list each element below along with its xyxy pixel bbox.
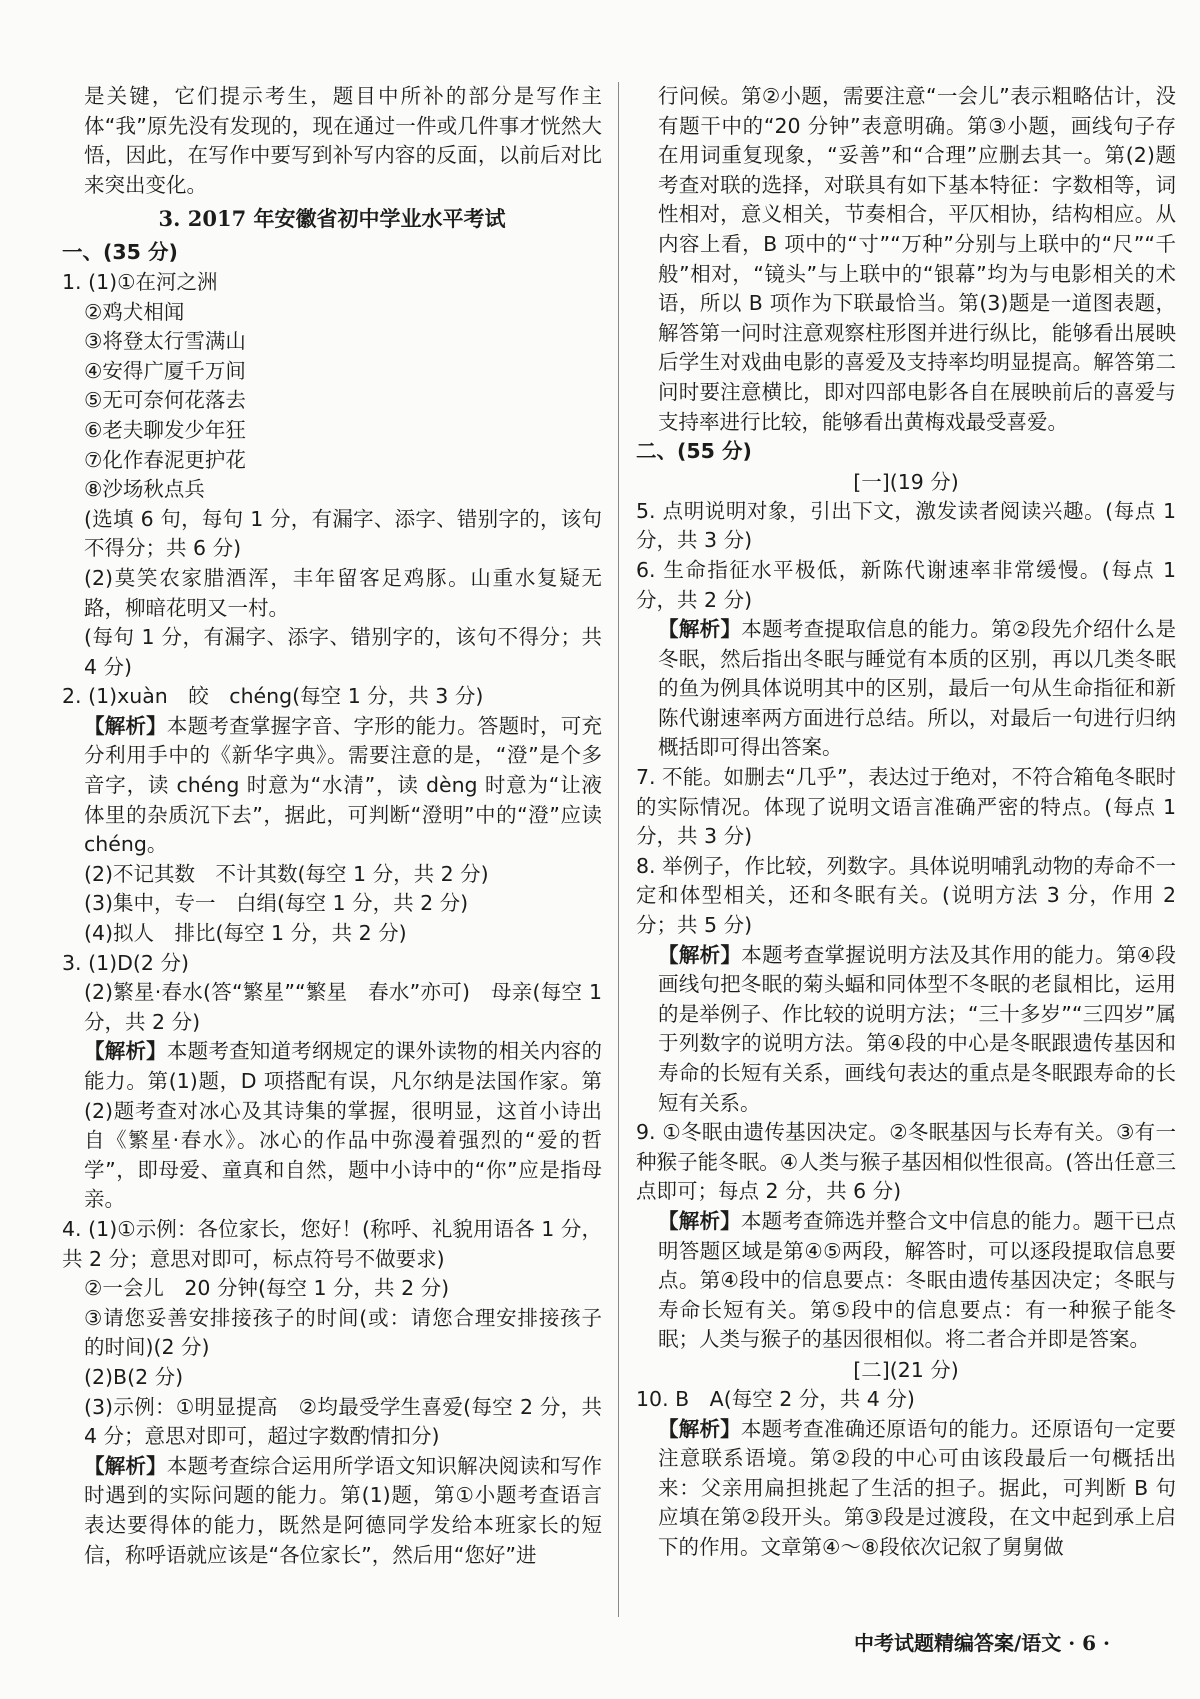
subsection-heading [636,1355,1176,1385]
answer-line [62,889,602,919]
text: ⑧沙场秋点兵 [84,477,205,502]
text: 10. B A(每空 2 分，共 4 分) [636,1386,915,1411]
answer-line [62,268,602,298]
analysis-paragraph [62,1452,602,1570]
analysis-paragraph [636,1207,1176,1355]
answer-line [636,763,1176,852]
analysis-paragraph [636,615,1176,763]
text: 本题考查筛选并整合文中信息的能力。题干已点明答题区域是第④⑤两段，解答时，可以逐段提取信息要点。第④段中的信息要点：冬眠由遗传基因决定；冬眠与寿命长短有关。第⑤段中的信息要点：有一种猴子能冬眠；人类与猴子的基因很相似。将二者合并即是答案。 [658,1208,1177,1352]
text: ⑥老夫聊发少年狂 [84,417,246,442]
analysis-paragraph [62,712,602,860]
page-footer: 中考试题精编答案/语文 · 6 · [853,1631,1110,1655]
answer-line [62,298,602,328]
right-column [636,82,1176,1563]
analysis-tag: 【解析】 [658,942,742,967]
text: 行问候。第②小题，需要注意“一会儿”表示粗略估计，没有题干中的“20 分钟”表意明确。第③小题，画线句子存在用词重复现象，“妥善”和“合理”应删去其一。第(2)题考查对联的选择，对联具有如下基本特征：字数相等，词性相对，意义相关，节奏相合，平仄相协，结构相应。从内容上看，B 项中的“寸”“万种”分别与上联中的“尺”“千般”相对，“镜头”与上联中的“银幕”均为与电影相关的术语，所以 B 项作为下联最恰当。第(3)题是一道图表题，解答第一问时注意观察柱形图并进行纵比，能够看出展映后学生对戏曲电影的喜爱及支持率均明显提高。解答第二问时要注意横比，即对四部电影各自在展映前后的喜爱与支持率进行比较，能够看出黄梅戏最受喜爱。 [658,84,1176,434]
text: (选填 6 句，每句 1 分，有漏字、添字、错别字的，该句不得分；共 6 分) [84,506,602,561]
answer-line [62,1215,602,1274]
text: ⑦化作春泥更护花 [84,447,246,472]
text: (3)示例：①明显提高 ②均最受学生喜爱(每空 2 分，共 4 分；意思对即可，超过字数酌情扣分) [84,1394,602,1449]
text: 一、(35 分) [62,240,178,265]
answer-line [62,564,602,623]
analysis-paragraph [636,1415,1176,1563]
column-divider [618,82,619,1617]
text: ③请您妥善安排接孩子的时间(或：请您合理安排接孩子的时间)(2 分) [84,1305,602,1360]
text: ②鸡犬相闻 [84,299,185,324]
analysis-tag: 【解析】 [658,1416,741,1441]
text: 4. (1)①示例：各位家长，您好！(称呼、礼貌用语各 1 分，共 2 分；意思对即可，标点符号不做要求) [62,1216,602,1271]
text: 本题考查综合运用所学语文知识解决阅读和写作时遇到的实际问题的能力。第(1)题，第①小题考查语言表达要得体的能力，既然是阿德同学发给本班家长的短信，称呼语就应该是“各位家长”，然后用“您好”进 [84,1453,603,1567]
answer-line [62,623,602,682]
answer-line [62,682,602,712]
text: 5. 点明说明对象，引出下文，激发读者阅读兴趣。(每点 1 分，共 3 分) [636,498,1176,553]
text: (每句 1 分，有漏字、添字、错别字的，该句不得分；共 4 分) [84,625,602,679]
answer-line [62,978,602,1037]
answer-line [62,82,602,200]
text: 7. 不能。如删去“几乎”，表达过于绝对，不符合箱龟冬眠时的实际情况。体现了说明文语言准确严密的特点。(每点 1 分，共 3 分) [636,765,1176,849]
answer-line [62,1363,602,1393]
exam-title [62,202,602,235]
answer-line [62,1304,602,1363]
text: [二](21 分) [853,1357,959,1382]
subsection-heading [636,467,1176,497]
text: ②一会儿 20 分钟(每空 1 分，共 2 分) [84,1276,450,1301]
text: (3)集中，专一 白绢(每空 1 分，共 2 分) [84,891,469,916]
analysis-tag: 【解析】 [658,1208,741,1233]
text: 3. 2017 年安徽省初中学业水平考试 [158,206,506,232]
text: 9. ①冬眠由遗传基因决定。②冬眠基因与长寿有关。③有一种猴子能冬眠。④人类与猴子基因相似性很高。(答出任意三点即可；每点 2 分，共 6 分) [636,1120,1176,1204]
text: 本题考查提取信息的能力。第②段先介绍什么是冬眠，然后指出冬眠与睡觉有本质的区别，再以几类冬眠的鱼为例具体说明其中的区别，最后一句从生命指征和新陈代谢速率两方面进行总结。所以，对最后一句进行归纳概括即可得出答案。 [658,617,1176,760]
answer-line [62,327,602,357]
analysis-tag: 【解析】 [84,1453,167,1478]
answer-line [62,475,602,505]
text: (2)不记其数 不计其数(每空 1 分，共 2 分) [84,861,489,886]
answer-line [636,497,1176,556]
answer-line [636,82,1176,437]
analysis-tag: 【解析】 [84,713,167,738]
text: ③将登太行雪满山 [84,329,246,354]
text: (2)莫笑农家腊酒浑，丰年留客足鸡豚。山重水复疑无路，柳暗花明又一村。 [84,565,602,620]
text: 本题考查知道考纲规定的课外读物的相关内容的能力。第(1)题，D 项搭配有误，凡尔纳是法国作家。第(2)题考查对冰心及其诗集的掌握，很明显，这首小诗出自《繁星·春水》。冰心的作品中弥漫着强烈的“爱的哲学”，即母爱、童真和自然，题中小诗中的“你”应是指母亲。 [84,1039,603,1212]
answer-line [62,1274,602,1304]
answer-line [62,386,602,416]
answer-line [636,1385,1176,1415]
text: 本题考查掌握说明方法及其作用的能力。第④段画线句把冬眠的菊头蝠和同体型不冬眠的老鼠相比，运用的是举例子、作比较的说明方法；“三十多岁”“三四岁”属于列数字的说明方法。第④段的中心是冬眠跟遗传基因和寿命的长短有关系，画线句表达的重点是冬眠跟寿命的长短有关系。 [658,942,1176,1115]
text: 本题考查掌握字音、字形的能力。答题时，可充分利用手中的《新华字典》。需要注意的是，“澄”是个多音字，读 chéng 时意为“水清”，读 dèng 时意为“让液体里的杂质沉下去”，据此，可判断“澄明”中的“澄”应读 chéng。 [84,713,603,857]
text: 是关键，它们提示考生，题目中所补的部分是写作主体“我”原先没有发现的，现在通过一件或几件事才恍然大悟，因此，在写作中要写到补写内容的反面，以前后对比来突出变化。 [84,84,602,197]
text: 1. (1)①在河之洲 [62,269,218,294]
section-heading [636,437,1176,467]
left-column [62,82,602,1570]
text: 8. 举例子，作比较，列数字。具体说明哺乳动物的寿命不一定和体型相关，还和冬眠有关。(说明方法 3 分，作用 2 分；共 5 分) [636,853,1176,938]
text: ⑤无可奈何花落去 [84,388,246,413]
text: (2)繁星·春水(答“繁星”“繁星 春水”亦可) 母亲(每空 1 分，共 2 分) [84,980,602,1034]
answer-line [62,919,602,949]
answer-line [62,505,602,564]
analysis-tag: 【解析】 [84,1039,167,1064]
analysis-tag: 【解析】 [658,617,742,642]
analysis-paragraph [62,1037,602,1215]
answer-line [62,446,602,476]
answer-line [62,949,602,979]
text: 二、(55 分) [636,439,752,464]
text: (4)拟人 排比(每空 1 分，共 2 分) [84,921,407,946]
answer-line [62,1393,602,1452]
text: 6. 生命指征水平极低，新陈代谢速率非常缓慢。(每点 1 分，共 2 分) [636,557,1176,612]
answer-line [636,556,1176,615]
text: 本题考查准确还原语句的能力。还原语句一定要注意联系语境。第②段的中心可由该段最后一句概括出来：父亲用扁担挑起了生活的担子。据此，可判断 B 句应填在第②段开头。第③段是过渡段，在文中起到承上启下的作用。文章第④～⑧段依次记叙了舅舅做 [658,1416,1177,1559]
text: 2. (1)xuàn 皎 chéng(每空 1 分，共 3 分) [62,684,484,709]
answer-line [62,416,602,446]
answer-line [636,852,1176,941]
answer-line [62,860,602,890]
text: (2)B(2 分) [84,1364,184,1389]
text: [一](19 分) [853,469,959,494]
text: ④安得广厦千万间 [84,358,246,383]
text: 3. (1)D(2 分) [62,950,189,975]
answer-line [62,357,602,387]
section-heading [62,238,602,268]
analysis-paragraph [636,941,1176,1119]
answer-line [636,1118,1176,1207]
